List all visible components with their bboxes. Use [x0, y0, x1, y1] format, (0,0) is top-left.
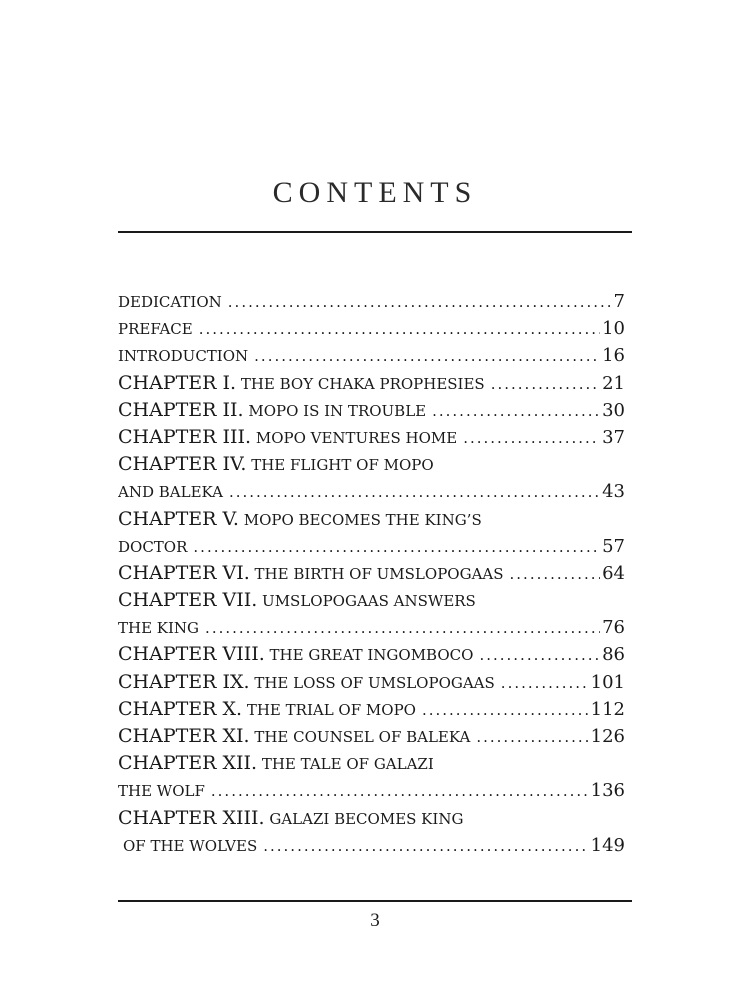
dot-leader [463, 425, 600, 451]
toc-entry-title [118, 506, 482, 533]
toc-entry-line [118, 696, 625, 723]
toc-entry-title [118, 316, 193, 342]
toc-page-number: 43 [602, 481, 625, 503]
toc-entry-title [118, 289, 222, 315]
chapter-title: MOPO BECOMES THE KING’S [238, 510, 482, 529]
chapter-number: CHAPTER VI. [118, 561, 250, 584]
toc-page-number: 101 [590, 671, 625, 693]
chapter-number: CHAPTER XIII. [118, 806, 265, 829]
toc-page-number: 86 [602, 644, 625, 666]
chapter-title: DOCTOR [118, 537, 188, 556]
dot-leader [422, 697, 589, 723]
chapter-title: THE BIRTH OF UMSLOPOGAAS [249, 564, 504, 583]
toc-page-number: 7 [613, 291, 625, 312]
toc-entry-title [118, 451, 434, 478]
top-divider [118, 231, 632, 233]
toc-entry-line [118, 424, 625, 451]
toc-entry-title [118, 587, 476, 614]
chapter-title: THE BOY CHAKA PROPHESIES [236, 374, 485, 393]
toc-page-number: 64 [602, 562, 625, 584]
toc-entry-title [118, 723, 470, 750]
toc-page-number: 76 [602, 617, 625, 639]
chapter-number: CHAPTER V. [118, 507, 239, 530]
toc-entry-line [118, 832, 625, 859]
chapter-number: CHAPTER II. [118, 398, 244, 421]
chapter-title: INTRODUCTION [118, 347, 249, 366]
bottom-divider [118, 900, 632, 902]
toc-entry-line [118, 533, 625, 560]
chapter-title: THE TALE OF GALAZI [257, 755, 434, 774]
chapter-title: THE GREAT INGOMBOCO [264, 646, 474, 665]
dot-leader [491, 371, 600, 397]
toc-entry-title [118, 397, 426, 424]
toc-entry-line [118, 805, 625, 832]
toc-entry-title [118, 370, 485, 397]
toc-page-number: 126 [590, 726, 625, 747]
chapter-number: CHAPTER VIII. [118, 643, 265, 666]
chapter-number: CHAPTER VII. [118, 589, 258, 612]
toc-entry-title [118, 778, 205, 804]
toc-entry-title [118, 343, 248, 369]
dot-leader [476, 724, 588, 750]
toc-entry-line [118, 342, 625, 369]
toc-entry-line [118, 750, 625, 777]
chapter-number: CHAPTER X. [118, 697, 243, 720]
toc-entry-line [118, 288, 625, 315]
toc-entry-line [118, 560, 625, 587]
dot-leader [228, 289, 612, 315]
toc-entry-title [118, 750, 434, 777]
toc-entry-title [118, 534, 187, 560]
dot-leader [205, 615, 600, 641]
dot-leader [263, 833, 588, 859]
toc-entry-line [118, 315, 625, 342]
toc-page-number: 136 [590, 780, 625, 802]
chapter-title: UMSLOPOGAAS ANSWERS [257, 592, 476, 611]
dot-leader [254, 343, 600, 369]
toc-page-number: 16 [602, 345, 625, 367]
chapter-title: THE TRIAL OF MOPO [242, 700, 416, 719]
page-title: CONTENTS [272, 176, 478, 209]
toc-entry-title [118, 615, 199, 641]
chapter-title: GALAZI BECOMES KING [264, 809, 464, 828]
chapter-title: THE KING [118, 619, 200, 638]
chapter-title: AND BALEKA [118, 483, 223, 502]
toc-page-number: 10 [602, 318, 625, 340]
toc-page-number: 37 [602, 426, 625, 448]
dot-leader [479, 642, 600, 668]
toc-page-number: 149 [590, 834, 625, 856]
toc-page-number: 21 [602, 372, 625, 394]
page-number: 3 [370, 910, 380, 931]
dot-leader [229, 479, 600, 505]
toc-entry-line [118, 723, 625, 750]
dot-leader [432, 398, 600, 424]
toc-entry-line [118, 451, 625, 478]
chapter-title: THE LOSS OF UMSLOPOGAAS [249, 673, 495, 692]
toc-entry-title [118, 560, 504, 587]
toc-entry-line [118, 478, 625, 505]
chapter-number: CHAPTER XII. [118, 752, 258, 775]
toc-entry-line [118, 614, 625, 641]
chapter-title: MOPO IS IN TROUBLE [243, 401, 427, 420]
toc-entry-title [118, 479, 223, 505]
toc-entry-title [118, 641, 473, 668]
toc-entry-title [118, 669, 495, 696]
table-of-contents [118, 288, 625, 859]
dot-leader [501, 670, 589, 696]
toc-entry-line [118, 669, 625, 696]
chapter-number: CHAPTER IV. [118, 453, 247, 476]
chapter-title: MOPO VENTURES HOME [251, 428, 458, 447]
toc-entry-title [118, 805, 463, 832]
dot-leader [211, 778, 589, 804]
chapter-number: CHAPTER I. [118, 371, 237, 394]
chapter-number: CHAPTER XI. [118, 725, 250, 747]
chapter-number: CHAPTER IX. [118, 670, 250, 693]
chapter-number: CHAPTER III. [118, 425, 252, 448]
dot-leader [510, 561, 601, 587]
toc-entry-line [118, 777, 625, 804]
toc-entry-line [118, 397, 625, 424]
chapter-title: DEDICATION [118, 293, 222, 311]
toc-page-number: 30 [602, 399, 625, 421]
chapter-title: THE COUNSEL OF BALEKA [249, 728, 471, 746]
toc-entry-line [118, 587, 625, 614]
toc-entry-line [118, 506, 625, 533]
toc-entry-title [118, 696, 416, 723]
toc-page-number: 57 [602, 535, 625, 557]
chapter-title: PREFACE [118, 320, 193, 339]
toc-page-number: 112 [590, 698, 625, 720]
chapter-title: THE FLIGHT OF MOPO [246, 456, 434, 475]
dot-leader [199, 316, 600, 342]
dot-leader [193, 534, 600, 560]
chapter-title: OF THE WOLVES [123, 836, 258, 855]
toc-entry-line [118, 641, 625, 668]
toc-entry-title [118, 424, 457, 451]
chapter-title: THE WOLF [118, 782, 205, 801]
toc-entry-title [123, 833, 257, 859]
toc-entry-line [118, 370, 625, 397]
